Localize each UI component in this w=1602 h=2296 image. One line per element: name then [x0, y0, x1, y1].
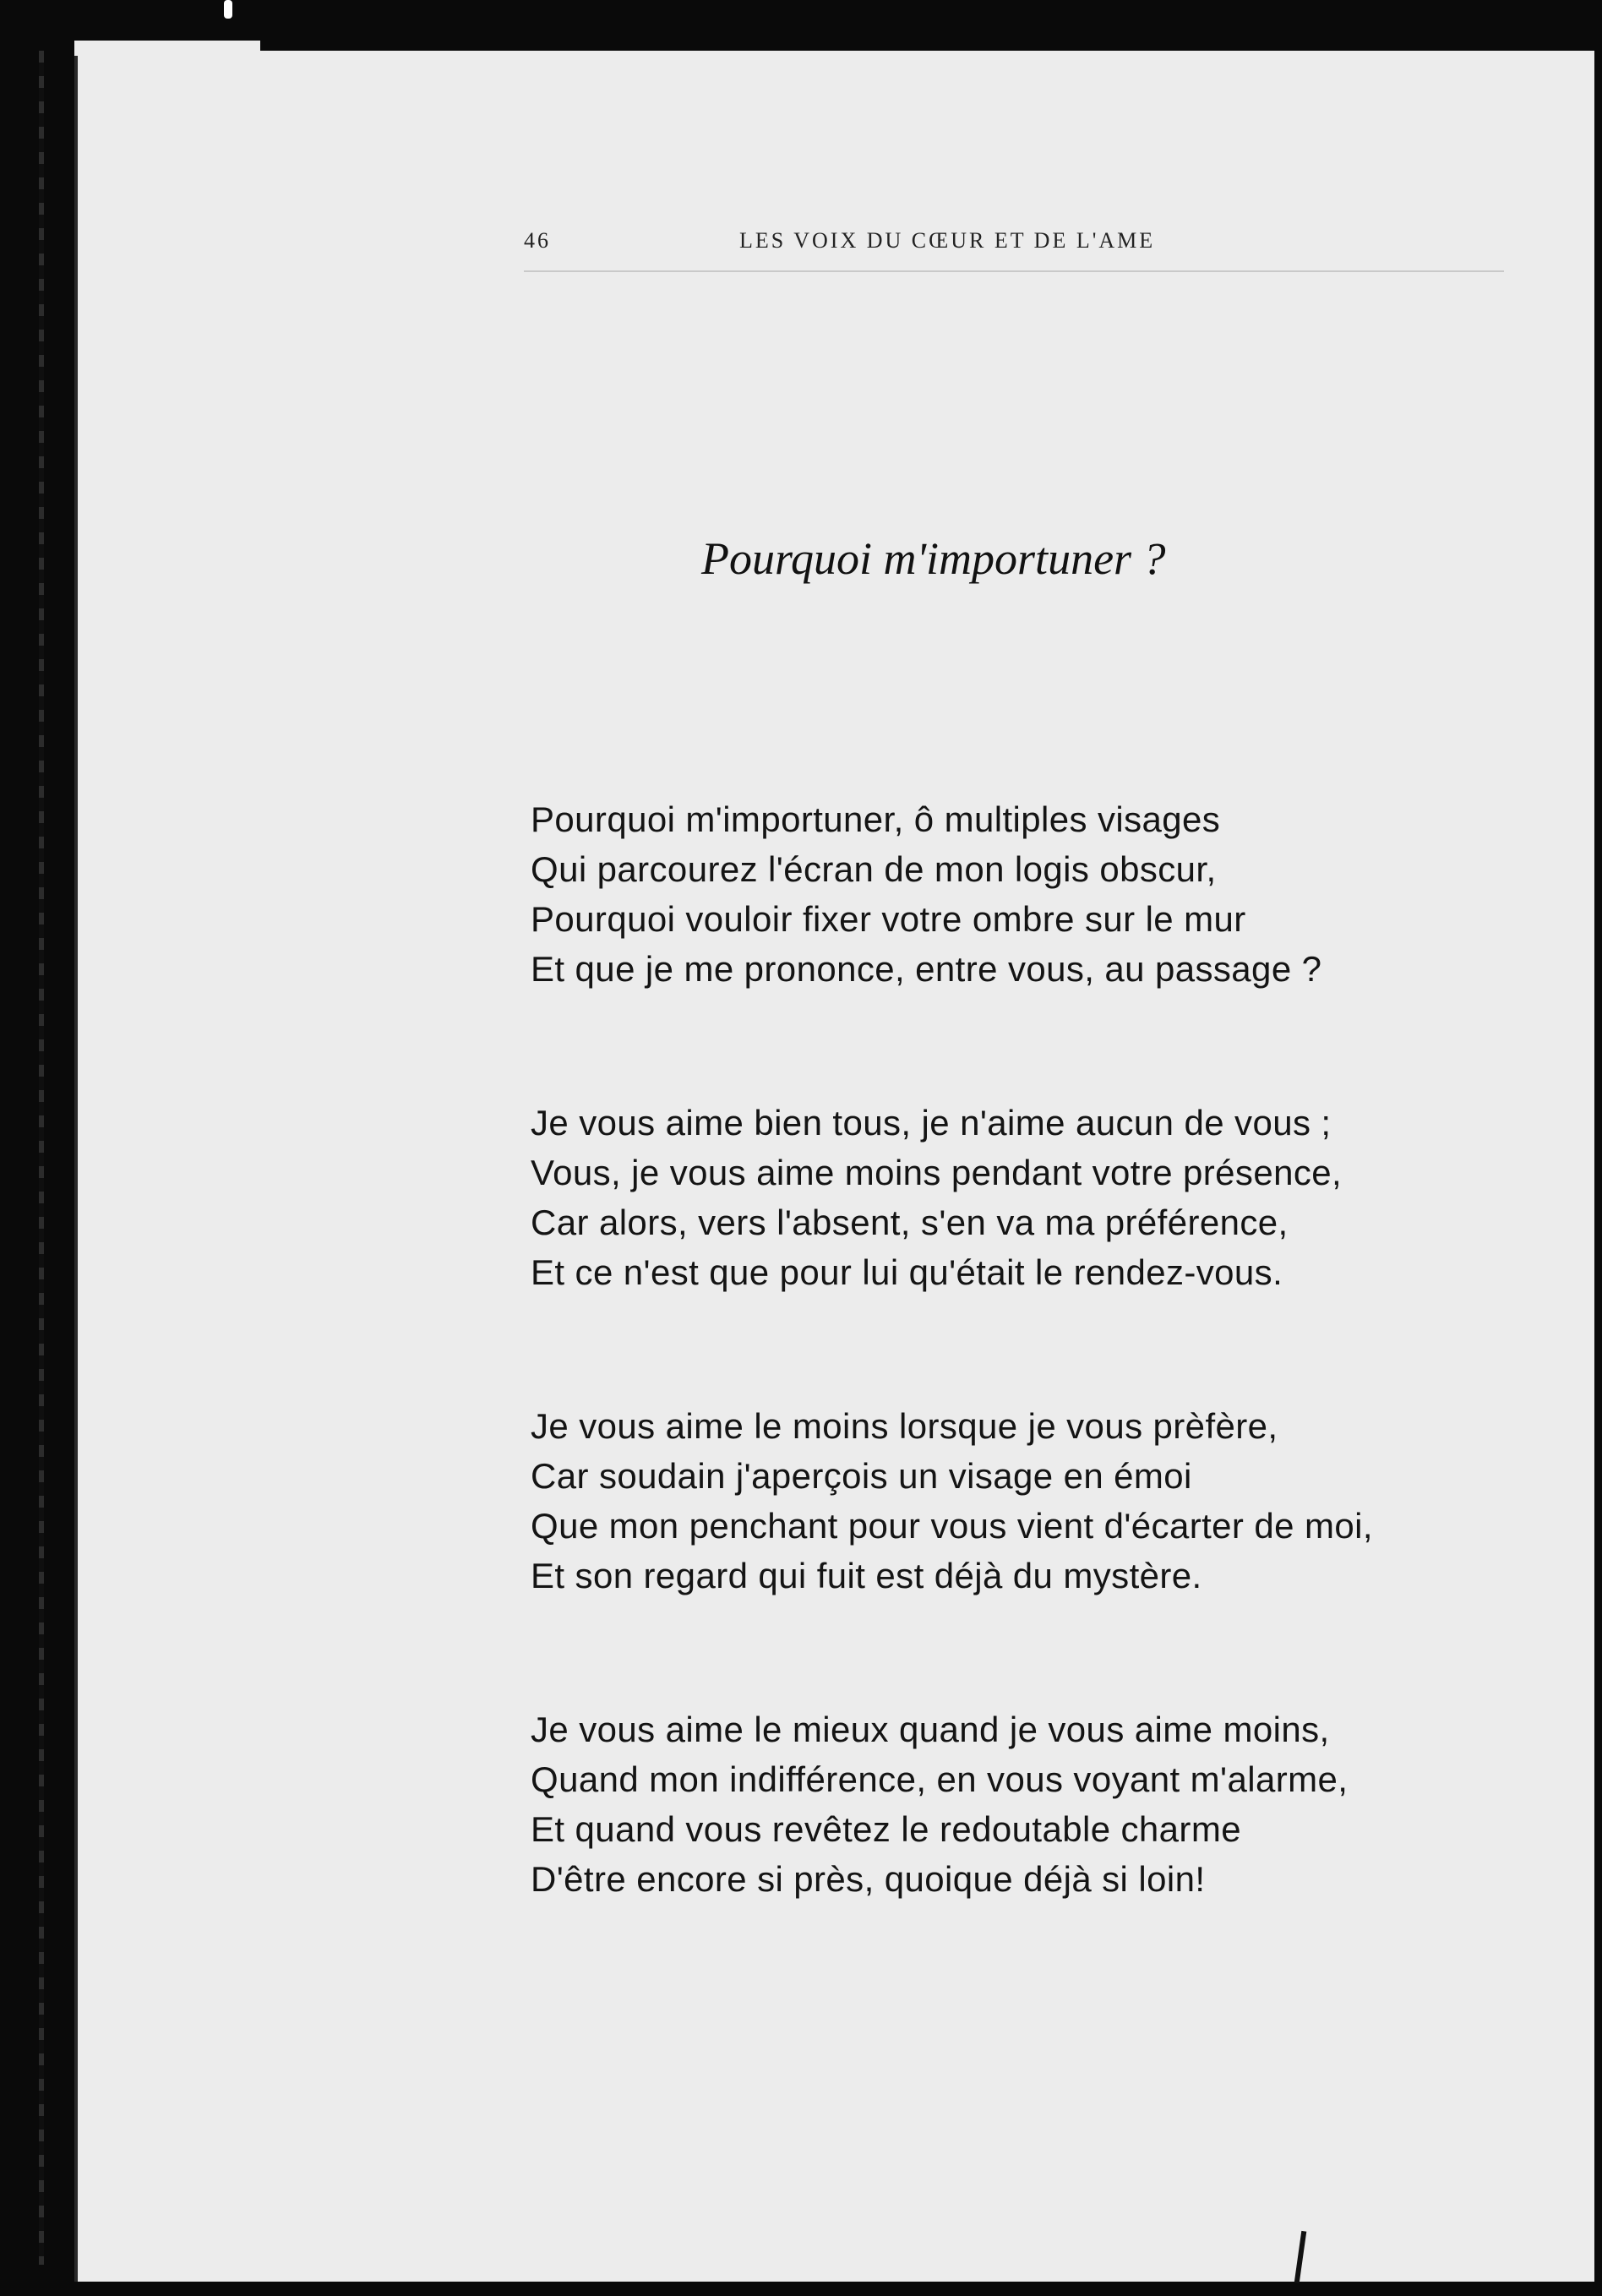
verse-line: D'être encore si près, quoique déjà si loin!	[531, 1859, 1206, 1899]
header-rule	[524, 270, 1504, 272]
stanza-1	[531, 794, 1578, 994]
verse-line: Et que je me prononce, entre vous, au passage ?	[531, 949, 1322, 989]
verse-line: Vous, je vous aime moins pendant votre présence,	[531, 1153, 1343, 1192]
stanza-4	[531, 1704, 1578, 1904]
verse-line: Pourquoi vouloir fixer votre ombre sur le mur	[531, 899, 1246, 939]
scan-artifact-mark	[224, 0, 232, 19]
running-header	[524, 228, 1300, 265]
stanza-2	[531, 1098, 1578, 1297]
verse-line: Et ce n'est que pour lui qu'était le rendez-vous.	[531, 1252, 1283, 1292]
verse-line: Je vous aime le moins lorsque je vous prèfère,	[531, 1406, 1278, 1446]
verse-line: Quand mon indifférence, en vous voyant m'alarme,	[531, 1759, 1349, 1799]
verse-line: Pourquoi m'importuner, ô multiples visages	[531, 799, 1221, 839]
verse-line: Et quand vous revêtez le redoutable charme	[531, 1809, 1241, 1849]
stanza-3	[531, 1401, 1578, 1601]
poem-body	[531, 794, 1578, 2008]
verse-line: Car alors, vers l'absent, s'en va ma préférence,	[531, 1203, 1289, 1242]
book-title: LES VOIX DU CŒUR ET DE L'AME	[739, 228, 1156, 253]
scan-spine-edge	[39, 51, 44, 2265]
verse-line: Que mon penchant pour vous vient d'écarter de moi,	[531, 1506, 1373, 1546]
poem-title: Pourquoi m'importuner ?	[701, 533, 1166, 584]
verse-line: Et son regard qui fuit est déjà du mystère.	[531, 1556, 1202, 1595]
verse-line: Je vous aime bien tous, je n'aime aucun de vous ;	[531, 1103, 1332, 1143]
verse-line: Qui parcourez l'écran de mon logis obscur,	[531, 849, 1217, 889]
page-top-tab	[74, 41, 260, 56]
verse-line: Car soudain j'aperçois un visage en émoi	[531, 1456, 1192, 1496]
verse-line: Je vous aime le mieux quand je vous aime moins,	[531, 1710, 1330, 1749]
page-number: 46	[524, 228, 551, 253]
